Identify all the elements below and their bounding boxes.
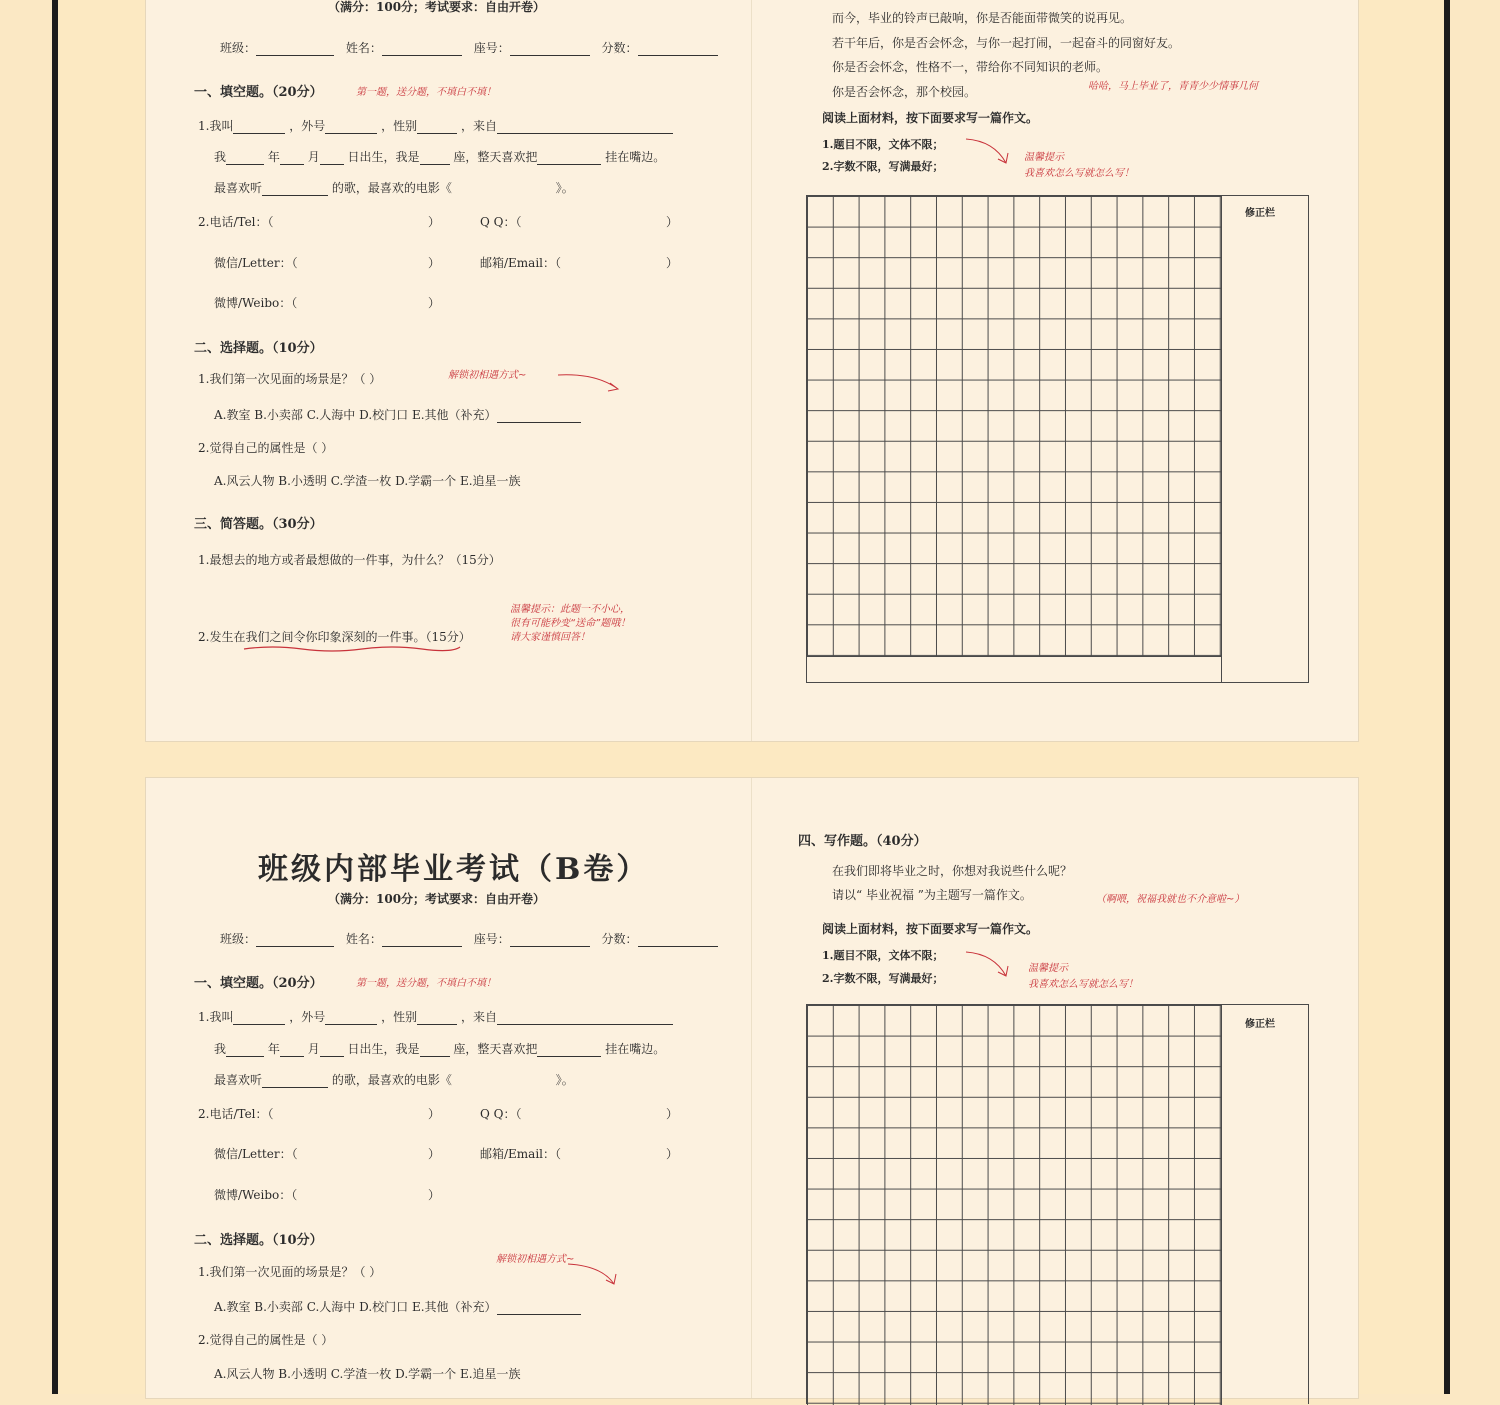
close-paren: ） (428, 296, 441, 310)
reading-note: 温馨提示 我喜欢怎么写就怎么写！ (1024, 152, 1134, 179)
grid-cells (807, 1005, 1222, 1405)
close-paren: ） (666, 1107, 679, 1121)
section2-title: 二、选择题。（10分） (194, 341, 323, 356)
close-paren: ） (666, 215, 679, 229)
weibo-field: 微博/Weibo：（ (214, 1188, 298, 1202)
close-paren: ） (428, 256, 441, 270)
right-page-bottom (752, 778, 1358, 1398)
reading-note: 温馨提示 我喜欢怎么写就怎么写！ (1028, 963, 1138, 990)
poem-line: 你是否会怀念，性格不一，带给你不同知识的老师。 (832, 60, 1109, 74)
right-page-top (752, 0, 1358, 741)
q1-line1: 1.我叫 ，外号 ，性别 ，来自 (198, 117, 673, 134)
close-paren: ） (428, 1188, 441, 1202)
info-row: 班级： 姓名： 座号： 分数： (220, 39, 718, 56)
q1-line1: 1.我叫 ，外号 ，性别 ，来自 (198, 1008, 673, 1025)
exam-subtitle: （满分：100分；考试要求：自由开卷） (328, 892, 546, 906)
email-field: 邮箱/Email：（ (480, 256, 562, 270)
rule-2: 2.字数不限，写满最好； (822, 972, 944, 985)
s2-q1-options: A.教室 B.小卖部 C.人海中 D.校门口 E.其他（补充） (214, 1298, 581, 1315)
section4-title: 四、写作题。（40分） (798, 834, 927, 849)
close-paren: ） (428, 215, 441, 229)
q1-line2: 我 年 月 日出生，我是 座，整天喜欢把 挂在嘴边。 (214, 150, 666, 164)
poem-line: 若干年后，你是否会怀念，与你一起打闹，一起奋斗的同窗好友。 (832, 36, 1181, 50)
section2-title: 二、选择题。（10分） (194, 1233, 323, 1248)
grid-divider (1221, 196, 1222, 682)
section4-prompt: 请以“ 毕业祝福 ”为主题写一篇作文。 (832, 888, 1032, 902)
s2-q2: 2.觉得自己的属性是（ ） (198, 1333, 334, 1347)
arrow-icon (556, 369, 626, 395)
weibo-field: 微博/Weibo：（ (214, 296, 298, 310)
writing-grid (806, 1004, 1309, 1404)
poem-line: 而今，毕业的铃声已敲响，你是否能面带微笑的说再见。 (832, 11, 1133, 25)
info-row: 班级： 姓名： 座号： 分数： (220, 930, 718, 947)
q1-line3: 最喜欢听 的歌，最喜欢的电影《 》。 (214, 1073, 574, 1087)
left-page-top (146, 0, 751, 741)
email-field: 邮箱/Email：（ (480, 1147, 562, 1161)
s3-q2-note: 温馨提示：此题一不小心， 很有可能秒变“送命”题哦！ 请大家谨慎回答！ (510, 604, 631, 643)
s2-q1: 1.我们第一次见面的场景是？（ ） (198, 1265, 382, 1279)
qq-field: Q Q：（ (480, 215, 522, 229)
qq-field: Q Q：（ (480, 1107, 522, 1121)
wechat-field: 微信/Letter：（ (214, 256, 298, 270)
s2-q1-note: 解锁初相遇方式~ (496, 1254, 575, 1265)
grid-cells (807, 196, 1222, 657)
s2-q1: 1.我们第一次见面的场景是？（ ） (198, 372, 382, 386)
section4-note: （啊喂，祝福我就也不介意啦~） (1096, 894, 1245, 905)
writing-grid (806, 195, 1309, 683)
tel-field: 2.电话/Tel：（ (198, 215, 274, 229)
section1-note: 第一题，送分题，不填白不填！ (356, 978, 496, 989)
exam-subtitle: （满分：100分；考试要求：自由开卷） (328, 0, 546, 14)
poem-line: 你是否会怀念，那个校园。 (832, 85, 977, 99)
s2-q2-options: A.风云人物 B.小透明 C.学渣一枚 D.学霸一个 E.追星一族 (214, 474, 521, 488)
rule-2: 2.字数不限，写满最好； (822, 160, 944, 173)
wechat-field: 微信/Letter：（ (214, 1147, 298, 1161)
poem-note: 哈哈，马上毕业了，青青少少情事几何 (1088, 81, 1258, 92)
left-page-bottom (146, 778, 751, 1398)
close-paren: ） (666, 256, 679, 270)
exam-spread-top (145, 0, 1359, 742)
section1-title: 一、填空题。（20分） (194, 976, 323, 991)
reading-instruction: 阅读上面材料，按下面要求写一篇作文。 (822, 111, 1039, 125)
s2-q1-note: 解锁初相遇方式~ (448, 370, 527, 381)
correction-label: 修正栏 (1245, 1019, 1275, 1030)
exam-spread-bottom (145, 777, 1359, 1399)
s3-q1: 1.最想去的地方或者最想做的一件事，为什么？（15分） (198, 553, 501, 567)
section1-note: 第一题，送分题，不填白不填！ (356, 87, 496, 98)
arrow-icon (964, 948, 1020, 984)
exam-title: 班级内部毕业考试（B卷） (258, 852, 650, 887)
grid-divider (1221, 1005, 1222, 1404)
arrow-icon (964, 135, 1020, 171)
tel-field: 2.电话/Tel：（ (198, 1107, 274, 1121)
section1-title: 一、填空题。（20分） (194, 85, 323, 100)
reading-instruction: 阅读上面材料，按下面要求写一篇作文。 (822, 922, 1039, 936)
rule-1: 1.题目不限，文体不限； (822, 138, 944, 151)
q1-line2: 我 年 月 日出生，我是 座，整天喜欢把 挂在嘴边。 (214, 1042, 666, 1056)
close-paren: ） (428, 1107, 441, 1121)
arrow-icon (566, 1260, 626, 1290)
section4-prompt: 在我们即将毕业之时，你想对我说些什么呢？ (832, 864, 1073, 878)
underline-squiggle (242, 641, 462, 655)
correction-label: 修正栏 (1245, 208, 1275, 219)
s3-q2: 2.发生在我们之间令你印象深刻的一件事。（15分） (198, 630, 471, 644)
rule-1: 1.题目不限，文体不限； (822, 949, 944, 962)
s2-q1-options: A.教室 B.小卖部 C.人海中 D.校门口 E.其他（补充） (214, 406, 581, 423)
close-paren: ） (428, 1147, 441, 1161)
close-paren: ） (666, 1147, 679, 1161)
s2-q2-options: A.风云人物 B.小透明 C.学渣一枚 D.学霸一个 E.追星一族 (214, 1367, 521, 1381)
q1-line3: 最喜欢听 的歌，最喜欢的电影《 》。 (214, 181, 574, 195)
s2-q2: 2.觉得自己的属性是（ ） (198, 441, 334, 455)
section3-title: 三、简答题。（30分） (194, 517, 323, 532)
